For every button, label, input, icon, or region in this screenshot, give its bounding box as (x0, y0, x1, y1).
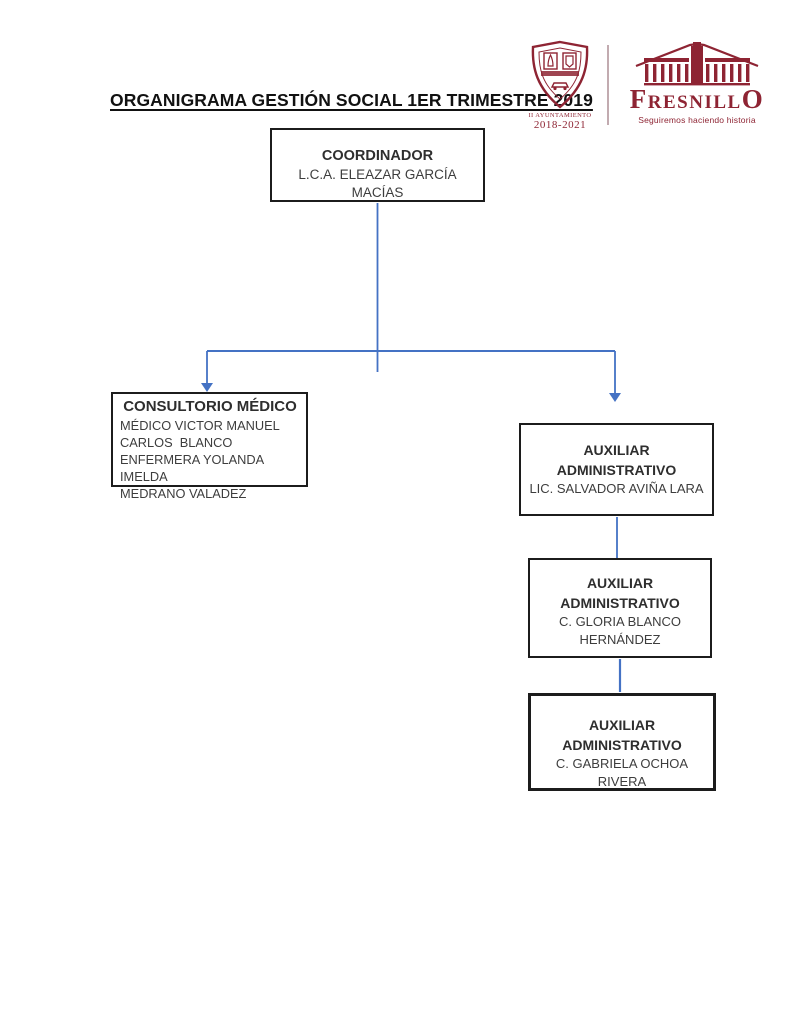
fresnillo-tagline: Seguiremos haciendo historia (638, 115, 756, 125)
node-person-name: C. GABRIELA OCHOA RIVERA (555, 756, 689, 789)
org-node-auxiliar-administrativo-3 (528, 693, 716, 791)
seal-caption: II AYUNTAMIENTO (528, 112, 592, 119)
node-title: CONSULTORIO MÉDICO (123, 398, 297, 415)
fresnillo-monument-icon (634, 40, 760, 86)
logo-divider (607, 45, 609, 125)
fresnillo-logo (622, 40, 772, 125)
ayuntamiento-seal-icon (528, 40, 592, 110)
staff-member-line: MÉDICO VICTOR MANUEL (120, 418, 280, 433)
node-title: COORDINADOR (321, 148, 434, 164)
node-person-name: C. GLORIA BLANCO HERNÁNDEZ (558, 614, 682, 647)
node-person-name: LIC. SALVADOR AVIÑA LARA (529, 481, 704, 496)
org-node-auxiliar-administrativo-2 (528, 558, 712, 658)
node-title: AUXILIAR ADMINISTRATIVO (562, 717, 682, 753)
org-node-coordinador (270, 128, 485, 202)
org-node-auxiliar-administrativo-1 (519, 423, 714, 516)
node-title: AUXILIAR ADMINISTRATIVO (560, 575, 680, 611)
ayuntamiento-seal (518, 40, 602, 131)
arrowhead-left (201, 383, 213, 392)
staff-member-line: ENFERMERA YOLANDA IMELDA (120, 452, 267, 484)
org-node-consultorio-medico (111, 392, 308, 501)
page-title: ORGANIGRAMA GESTIÓN SOCIAL 1ER TRIMESTRE 2019 (110, 90, 593, 110)
fresnillo-wordmark: FRESNILLO (629, 84, 765, 114)
seal-years: 2018-2021 (533, 119, 587, 131)
node-title: AUXILIAR ADMINISTRATIVO (556, 442, 677, 478)
arrowhead-right (609, 393, 621, 402)
node-person-name: L.C.A. ELEAZAR GARCÍA MACÍAS (298, 167, 457, 200)
staff-member-line: CARLOS BLANCO (120, 435, 233, 450)
staff-member-line: MEDRANO VALADEZ (120, 486, 247, 501)
